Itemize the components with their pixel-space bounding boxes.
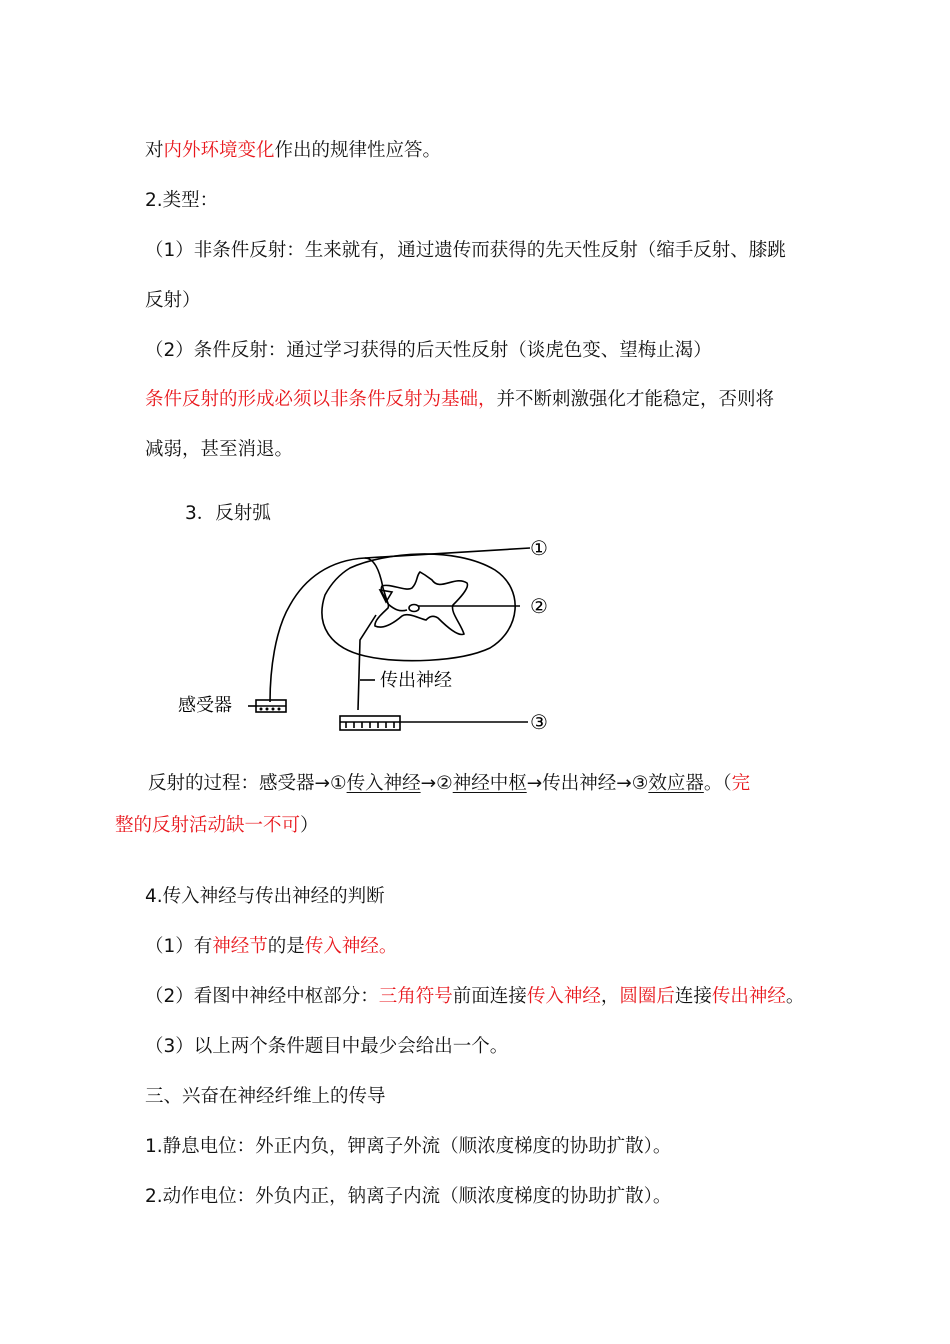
judge-item-3: （3）以上两个条件题目中最少会给出一个。 (145, 1036, 509, 1057)
conditional-reflex: （2）条件反射：通过学习获得的后天性反射（谈虎色变、望梅止渴） (145, 340, 712, 361)
reflex-process-line2: 整的反射活动缺一不可） (115, 815, 319, 836)
reflex-process: 反射的过程：感受器→①传入神经→②神经中枢→传出神经→③效应器。（完 (148, 773, 751, 794)
receptor-label: 感受器 (178, 695, 232, 716)
arc-heading: 3．反射弧 (185, 503, 271, 524)
judge-heading: 4.传入神经与传出神经的判断 (145, 886, 385, 907)
resting-potential: 1.静息电位：外正内负，钾离子外流（顺浓度梯度的协助扩散）。 (145, 1136, 672, 1157)
central-canal (409, 605, 419, 612)
efferent-nerve (358, 615, 376, 710)
judge-item-2: （2）看图中神经中枢部分：三角符号前面连接传入神经，圆圈后连接传出神经。 (145, 986, 805, 1007)
conditional-note: 条件反射的形成必须以非条件反射为基础，并不断刺激强化才能稳定，否则将 (145, 389, 775, 410)
section3-heading: 三、兴奋在神经纤维上的传导 (145, 1086, 386, 1107)
unconditional-reflex-line2: 反射） (145, 290, 201, 311)
leader-line-1 (365, 548, 530, 558)
process-effector: 效应器 (648, 773, 704, 794)
intro-line: 对内外环境变化作出的规律性应答。 (145, 140, 442, 161)
conditional-note-line2: 减弱，甚至消退。 (145, 439, 294, 460)
process-afferent: 传入神经 (346, 773, 421, 794)
action-potential: 2.动作电位：外负内正，钠离子内流（顺浓度梯度的协助扩散）。 (145, 1186, 672, 1207)
label-1: ① (530, 536, 548, 560)
label-3: ③ (530, 710, 548, 734)
reflex-arc-diagram (170, 530, 570, 740)
interneuron (388, 604, 407, 611)
label-2: ② (530, 594, 548, 618)
types-heading: 2.类型： (145, 190, 219, 211)
efferent-label: 传出神经 (380, 670, 452, 691)
conditional-note-red: 条件反射的形成必须以非条件反射为基础， (145, 389, 497, 410)
gray-matter (375, 572, 468, 634)
judge-item-1: （1）有神经节的是传入神经。 (145, 936, 398, 957)
unconditional-reflex-line1: （1）非条件反射：生来就有，通过遗传而获得的先天性反射（缩手反射、膝跳 (145, 240, 786, 261)
intro-highlight: 内外环境变化 (163, 140, 275, 161)
process-center: 神经中枢 (452, 773, 527, 794)
